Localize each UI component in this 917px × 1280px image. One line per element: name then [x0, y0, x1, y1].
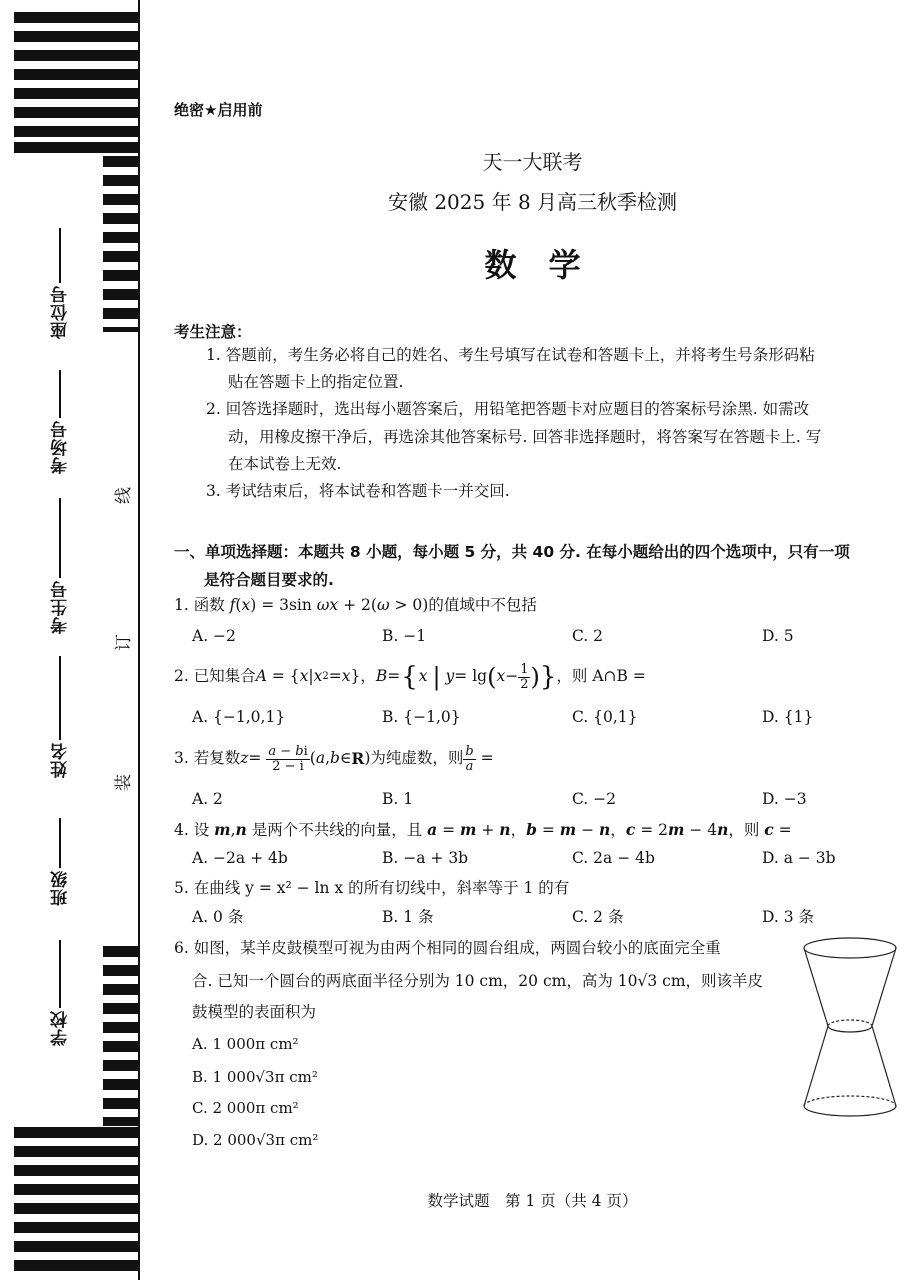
name-field[interactable]	[48, 656, 72, 778]
section-heading-cont: 是符合题目要求的.	[204, 571, 334, 589]
q1-option-a[interactable]: A. −2	[192, 627, 236, 645]
q4-option-c[interactable]: C. 2a − 4b	[572, 849, 655, 867]
binding-char-ding: 订	[114, 634, 134, 651]
q3-option-c[interactable]: C. −2	[572, 790, 617, 808]
secret-mark: 绝密★启用前	[174, 101, 263, 119]
q6-option-a[interactable]: A. 1 000π cm²	[192, 1035, 299, 1053]
exam-title: 安徽 2025 年 8 月高三秋季检测	[387, 190, 678, 214]
school-label: 学校	[50, 1010, 71, 1046]
question-3-stem: 3. 若复数 z = $\frac{a - bi}{2 - i}$ ( a , b ∈ R ) 为纯虚数，则 $\frac{b}{a}$ =	[174, 743, 494, 774]
notice-item: 2. 回答选择题时，选出每小题答案后，用铅笔把答题卡对应题目的答案标号涂黑. 如需改	[206, 400, 810, 418]
q2-option-c[interactable]: C. {0,1}	[572, 708, 638, 726]
q6-option-c[interactable]: C. 2 000π cm²	[192, 1099, 299, 1117]
class-field[interactable]	[48, 818, 72, 906]
q2-option-b[interactable]: B. {−1,0}	[382, 708, 461, 726]
q4-option-a[interactable]: A. −2a + 4b	[192, 849, 288, 867]
q1-option-d[interactable]: D. 5	[762, 627, 794, 645]
room-field[interactable]	[48, 370, 72, 474]
question-6-stem-cont: 合. 已知一个圆台的两底面半径分别为 10 cm，20 cm，高为 10√3 cm，则该羊皮	[192, 972, 764, 990]
q4-option-d[interactable]: D. a − 3b	[762, 849, 836, 867]
q1-option-b[interactable]: B. −1	[382, 627, 427, 645]
q5-option-b[interactable]: B. 1 条	[382, 908, 434, 926]
exam-org: 天一大联考	[482, 150, 583, 174]
question-1-stem: 1. 函数 f(x) = 3sin ωx + 2(ω > 0)的值域中不包括	[174, 596, 537, 614]
exam-no-field[interactable]	[48, 498, 72, 634]
notice-item: 动，用橡皮擦干净后，再选涂其他答案标号. 回答非选择题时，将答案写在答题卡上. 写	[228, 428, 822, 446]
school-field[interactable]	[48, 940, 72, 1046]
q6-option-d[interactable]: D. 2 000√3π cm²	[192, 1131, 319, 1149]
page-title: 数 学	[484, 246, 581, 284]
q6-option-b[interactable]: B. 1 000√3π cm²	[192, 1068, 318, 1086]
question-4-stem: 4. 设 m,n 是两个不共线的向量，且 a = m + n，b = m − n，c = 2m − 4n，则 c =	[174, 820, 792, 839]
notice-item: 1. 答题前，考生务必将自己的姓名、考生号填写在试卷和答题卡上，并将考生号条形码粘	[206, 346, 815, 364]
q5-option-c[interactable]: C. 2 条	[572, 908, 624, 926]
q3-option-a[interactable]: A. 2	[192, 790, 223, 808]
notice-item: 贴在答题卡上的指定位置.	[228, 373, 404, 391]
q5-option-a[interactable]: A. 0 条	[192, 908, 244, 926]
q5-option-d[interactable]: D. 3 条	[762, 908, 815, 926]
section-heading: 一、单项选择题：本题共 8 小题，每小题 5 分，共 40 分. 在每小题给出的四个选项中，只有一项	[174, 543, 850, 561]
class-label: 班级	[50, 870, 71, 906]
binding-char-zhuang: 装	[114, 774, 134, 791]
q4-option-b[interactable]: B. −a + 3b	[382, 849, 469, 867]
q1-option-c[interactable]: C. 2	[572, 627, 604, 645]
q3-option-d[interactable]: D. −3	[762, 790, 807, 808]
question-2-stem: 2. 已知集合 A = { x | x 2 = x }， B = { x | y = lg ( x − $\frac{1}{2}$ ) } ，则 A∩B =	[174, 661, 646, 692]
binding-char-line: 线	[114, 487, 134, 504]
exam-no-label: 考生号	[50, 580, 71, 634]
drum-model-figure	[800, 930, 900, 1125]
seat-label: 座位号	[50, 285, 71, 339]
q3-option-b[interactable]: B. 1	[382, 790, 414, 808]
page-footer: 数学试题 第 1 页（共 4 页）	[427, 1192, 638, 1210]
question-6-stem: 6. 如图，某羊皮鼓模型可视为由两个相同的圆台组成，两圆台较小的底面完全重	[174, 939, 721, 957]
question-5-stem: 5. 在曲线 y = x² − ln x 的所有切线中，斜率等于 1 的有	[174, 879, 570, 897]
binding-stripes-lower	[103, 946, 138, 1126]
notice-item: 在本试卷上无效.	[228, 455, 342, 473]
notice-item: 3. 考试结束后，将本试卷和答题卡一并交回.	[206, 482, 510, 500]
q2-option-d[interactable]: D. {1}	[762, 708, 814, 726]
question-6-stem-cont: 鼓模型的表面积为	[192, 1003, 317, 1021]
q2-option-a[interactable]: A. {−1,0,1}	[192, 708, 286, 726]
notice-title: 考生注意：	[174, 323, 252, 341]
name-label: 姓名	[50, 742, 71, 778]
room-label: 考场号	[50, 420, 71, 474]
